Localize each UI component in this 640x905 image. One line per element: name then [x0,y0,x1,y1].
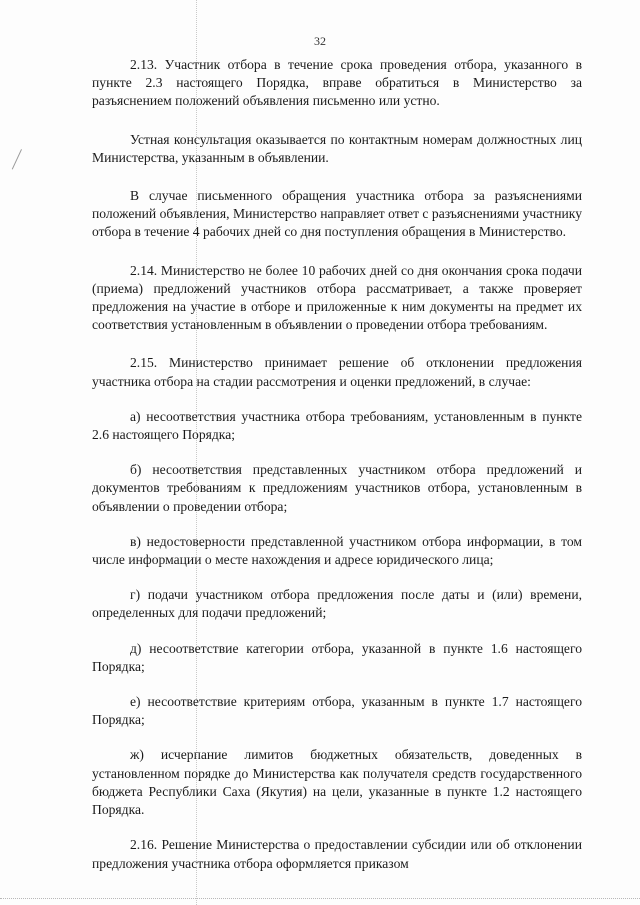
paragraph-2-16: 2.16. Решение Министерства о предоставлении субсидии или об отклонении предложения участника отбора оформляется приказом [92,837,582,871]
paragraph-written-request: В случае письменного обращения участника отбора за разъяснениями положений объявления, Министерство направляет ответ с разъяснениями участнику отбора в течение 4 рабочих дней со дня поступления обращения в Министерство. [92,188,582,240]
paragraph-oral-consultation: Устная консультация оказывается по контактным номерам должностных лиц Министерства, указанным в объявлении. [92,131,582,165]
document-body [92,56,582,893]
list-item-v: в) недостоверности представленной участником отбора информации, в том числе информации о месте нахождения и адресе юридического лица; [92,533,582,568]
scan-bottom-edge [0,898,640,899]
list-item-e: е) несоответствие критериям отбора, указанным в пункте 1.7 настоящего Порядка; [92,694,582,728]
page-number: 32 [314,34,326,48]
paragraph-2-15: 2.15. Министерство принимает решение об отклонении предложения участника отбора на стадии рассмотрения и оценки предложений, в случае: [92,355,582,389]
list-item-zh: ж) исчерпание лимитов бюджетных обязательств, доведенных в установленном порядке до Министерства как получателя средств государственного бюджета Республики Саха (Якутия) на цели, указанные в пункте 1.2 настоящего Порядка. [92,747,582,818]
scan-margin-mark [12,149,29,173]
paragraph-2-13: 2.13. Участник отбора в течение срока проведения отбора, указанного в пункте 2.3 настоящего Порядка, вправе обратиться в Министерство за разъяснением положений объявления письменно или устно. [92,57,582,109]
list-item-b: б) несоответствия представленных участником отбора предложений и документов требованиям к предложениям участников отбора, установленным в объявлении о проведении отбора; [92,462,582,514]
paragraph-2-14: 2.14. Министерство не более 10 рабочих дней со дня окончания срока подачи (приема) предложений участников отбора рассматривает, а также проверяет предложения на участие в отборе и приложенные к ним документы на предмет их соответствия установленным в объявлении о проведении отбора требованиям. [92,262,582,333]
list-item-a: а) несоответствия участника отбора требованиям, установленным в пункте 2.6 настоящего Порядка; [92,408,582,443]
list-item-d: д) несоответствие категории отбора, указанной в пункте 1.6 настоящего Порядка; [92,640,582,674]
list-item-g: г) подачи участником отбора предложения после даты и (или) времени, определенных для подачи предложений; [92,587,582,621]
